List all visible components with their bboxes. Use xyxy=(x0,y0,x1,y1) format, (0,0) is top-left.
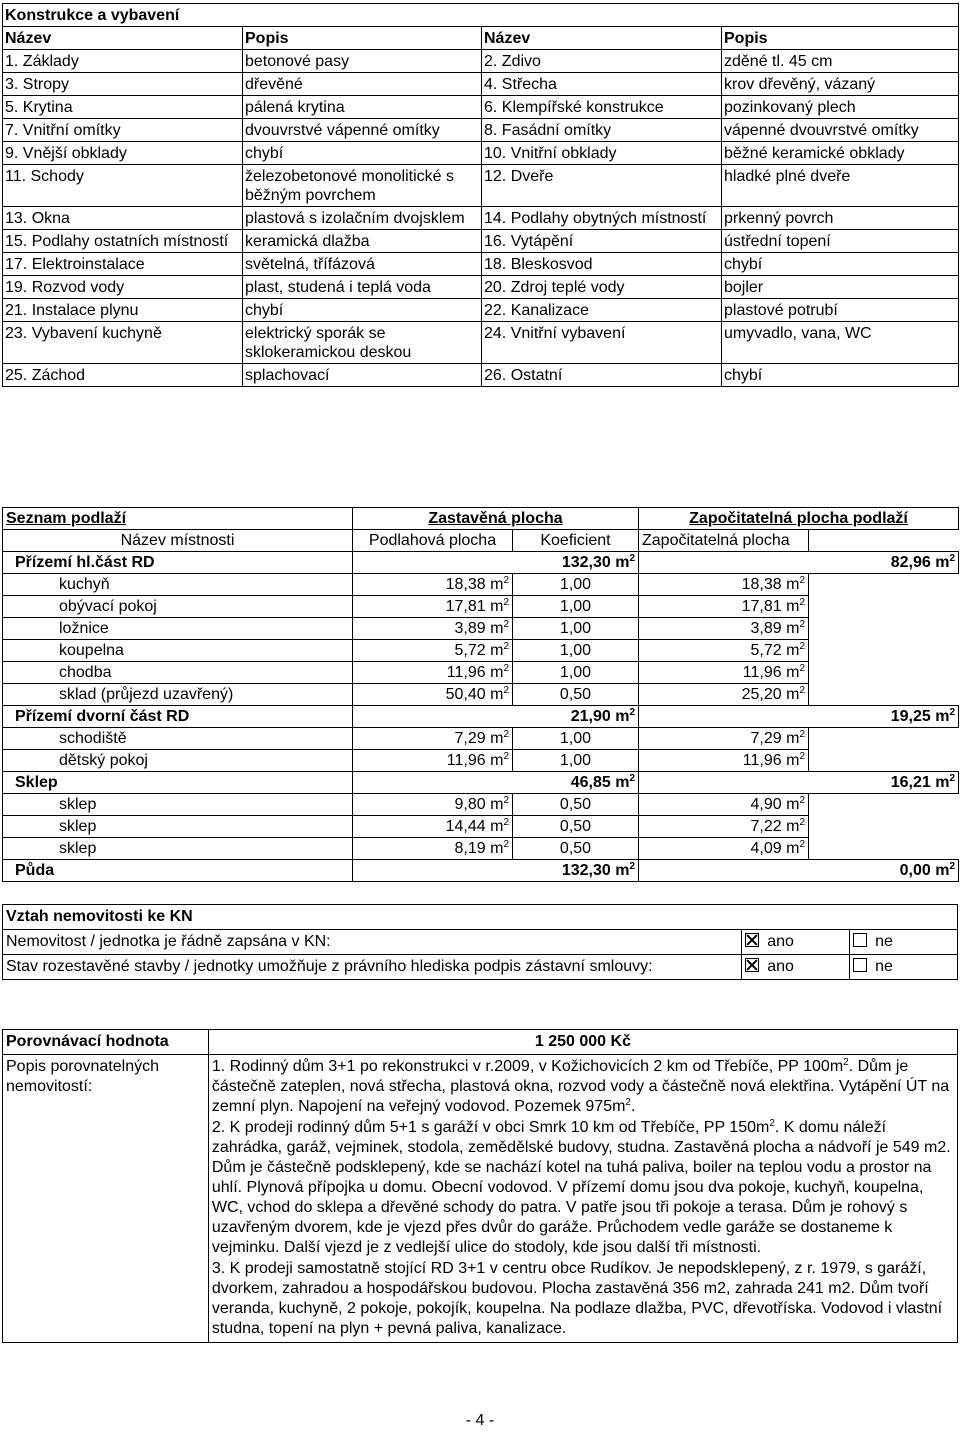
checkbox-checked-icon[interactable] xyxy=(745,933,759,947)
room-koeficient: 0,50 xyxy=(513,684,639,706)
room-row xyxy=(3,794,959,816)
room-plocha: 8,19 $m^2$ xyxy=(353,838,513,860)
item-popis: keramická dlažba xyxy=(243,230,482,253)
item-name: 13. Okna xyxy=(3,207,243,230)
item-popis: plast, studená i teplá voda xyxy=(243,276,482,299)
header-popis-1: Popis xyxy=(243,27,482,50)
floor-zapocitatelna: 0,00 $m^2$ xyxy=(639,860,959,882)
item-name: 5. Krytina xyxy=(3,96,243,119)
room-row xyxy=(3,574,959,596)
room-zapocitatelna: 3,89 $m^2$ xyxy=(639,618,809,640)
ne-label: ne xyxy=(875,933,893,950)
room-plocha: 50,40 $m^2$ xyxy=(353,684,513,706)
room-empty xyxy=(809,662,959,684)
item-name: 24. Vnitřní vybavení xyxy=(482,322,722,364)
sub-header-koeficient: Koeficient xyxy=(513,530,639,552)
konstrukce-row xyxy=(3,165,959,207)
ano-label: ano xyxy=(767,958,794,975)
item-popis: plastová s izolačním dvojsklem xyxy=(243,207,482,230)
room-name: koupelna xyxy=(3,640,353,662)
floor-zastavena: 132,30 $m^2$ xyxy=(353,552,639,574)
room-plocha: 18,38 $m^2$ xyxy=(353,574,513,596)
konstrukce-row xyxy=(3,299,959,322)
item-popis: bojler xyxy=(722,276,959,299)
room-empty xyxy=(809,640,959,662)
room-koeficient: 1,00 xyxy=(513,750,639,772)
porovnavaci-value: 1 250 000 Kč xyxy=(208,1030,957,1055)
item-name: 10. Vnitřní obklady xyxy=(482,142,722,165)
checkbox-checked-icon[interactable] xyxy=(745,958,759,972)
floor-row xyxy=(3,772,959,794)
item-popis: chybí xyxy=(722,364,959,387)
ne-option[interactable] xyxy=(850,930,958,955)
page-number: - 4 - xyxy=(465,1412,495,1429)
item-name: 3. Stropy xyxy=(3,73,243,96)
room-zapocitatelna: 4,90 $m^2$ xyxy=(639,794,809,816)
room-empty xyxy=(809,838,959,860)
room-plocha: 9,80 $m^2$ xyxy=(353,794,513,816)
room-koeficient: 0,50 xyxy=(513,816,639,838)
item-popis: chybí xyxy=(722,253,959,276)
item-popis: železobetonové monolitické s běžným povrchem xyxy=(243,165,482,207)
konstrukce-row xyxy=(3,276,959,299)
item-popis: běžné keramické obklady xyxy=(722,142,959,165)
ano-option[interactable] xyxy=(742,930,850,955)
floor-row xyxy=(3,552,959,574)
podlazi-header-zapocitatelna: Započitatelná plocha podlaží xyxy=(639,508,959,530)
item-name: 18. Bleskosvod xyxy=(482,253,722,276)
item-name: 19. Rozvod vody xyxy=(3,276,243,299)
header-nazev-1: Název xyxy=(3,27,243,50)
item-popis: chybí xyxy=(243,299,482,322)
item-name: 22. Kanalizace xyxy=(482,299,722,322)
porovnavaci-label: Porovnávací hodnota xyxy=(3,1030,209,1055)
room-zapocitatelna: 17,81 $m^2$ xyxy=(639,596,809,618)
item-popis: betonové pasy xyxy=(243,50,482,73)
item-popis: umyvadlo, vana, WC xyxy=(722,322,959,364)
konstrukce-row xyxy=(3,207,959,230)
room-plocha: 14,44 $m^2$ xyxy=(353,816,513,838)
room-plocha: 5,72 $m^2$ xyxy=(353,640,513,662)
item-popis: dvouvrstvé vápenné omítky xyxy=(243,119,482,142)
item-name: 1. Základy xyxy=(3,50,243,73)
item-popis: pozinkovaný plech xyxy=(722,96,959,119)
popis-item: 1. Rodinný dům 3+1 po rekonstrukci v r.2009, v Kožichovicích 2 km od Třebíče, PP $100m^2$. Dům je částečně zateplen, nová střecha, plastová okna, rozvod vody a částečně nová elektřina. Vytápění ÚT na zemní plyn. Napojení na veřejný vodovod. Pozemek $975m^2$. xyxy=(211,1057,950,1115)
item-popis: vápenné dvouvrstvé omítky xyxy=(722,119,959,142)
room-zapocitatelna: 5,72 $m^2$ xyxy=(639,640,809,662)
room-empty xyxy=(809,816,959,838)
floor-name: Přízemí hl.část RD xyxy=(3,552,353,574)
checkbox-empty-icon[interactable] xyxy=(853,933,867,947)
sub-header-empty xyxy=(809,530,959,552)
floor-zapocitatelna: 82,96 $m^2$ xyxy=(639,552,959,574)
item-popis: chybí xyxy=(243,142,482,165)
konstrukce-row xyxy=(3,322,959,364)
room-name: ložnice xyxy=(3,618,353,640)
room-empty xyxy=(809,574,959,596)
item-popis: pálená krytina xyxy=(243,96,482,119)
konstrukce-row xyxy=(3,142,959,165)
konstrukce-row xyxy=(3,253,959,276)
vztah-row xyxy=(3,930,958,955)
room-empty xyxy=(809,794,959,816)
header-nazev-2: Název xyxy=(482,27,722,50)
konstrukce-row xyxy=(3,50,959,73)
room-row xyxy=(3,662,959,684)
room-empty xyxy=(809,596,959,618)
room-koeficient: 1,00 xyxy=(513,640,639,662)
room-row xyxy=(3,640,959,662)
room-zapocitatelna: 18,38 $m^2$ xyxy=(639,574,809,596)
item-popis: zděné tl. 45 cm xyxy=(722,50,959,73)
konstrukce-row xyxy=(3,230,959,253)
room-plocha: 11,96 $m^2$ xyxy=(353,750,513,772)
room-koeficient: 1,00 xyxy=(513,574,639,596)
ano-option[interactable] xyxy=(742,955,850,980)
item-popis: světelná, třífázová xyxy=(243,253,482,276)
floor-name: Půda xyxy=(3,860,353,882)
sub-header-podlahova: Podlahová plocha xyxy=(353,530,513,552)
room-zapocitatelna: 11,96 $m^2$ xyxy=(639,662,809,684)
room-koeficient: 1,00 xyxy=(513,618,639,640)
room-name: sklep xyxy=(3,838,353,860)
item-name: 15. Podlahy ostatních místností xyxy=(3,230,243,253)
konstrukce-table xyxy=(2,3,959,387)
room-zapocitatelna: 4,09 $m^2$ xyxy=(639,838,809,860)
konstrukce-row xyxy=(3,119,959,142)
item-popis: elektrický sporák se sklokeramickou deskou xyxy=(243,322,482,364)
item-name: 14. Podlahy obytných místností xyxy=(482,207,722,230)
podlazi-header-seznam: Seznam podlaží xyxy=(3,508,353,530)
vztah-label: Nemovitost / jednotka je řádně zapsána v KN: xyxy=(3,930,742,955)
item-name: 2. Zdivo xyxy=(482,50,722,73)
room-row xyxy=(3,596,959,618)
item-popis: hladké plné dveře xyxy=(722,165,959,207)
vztah-label: Stav rozestavěné stavby / jednotky umožňuje z právního hlediska podpis zástavní smlouvy: xyxy=(3,955,742,980)
checkbox-empty-icon[interactable] xyxy=(853,958,867,972)
floor-name: Přízemí dvorní část RD xyxy=(3,706,353,728)
floor-zastavena: 21,90 $m^2$ xyxy=(353,706,639,728)
floor-zastavena: 46,85 $m^2$ xyxy=(353,772,639,794)
room-row xyxy=(3,684,959,706)
floor-zastavena: 132,30 $m^2$ xyxy=(353,860,639,882)
item-popis: splachovací xyxy=(243,364,482,387)
ano-label: ano xyxy=(767,933,794,950)
room-zapocitatelna: 25,20 $m^2$ xyxy=(639,684,809,706)
room-row xyxy=(3,750,959,772)
item-name: 26. Ostatní xyxy=(482,364,722,387)
item-name: 4. Střecha xyxy=(482,73,722,96)
popis-item: 2. K prodeji rodinný dům 5+1 s garáží v obci Smrk 10 km od Třebíče, PP $150m^2$. K domu náleží zahrádka, garáž, vejminek, stodola, zemědělské budovy, studna. Zastavěná plocha a nádvoří je 549 m2. Dům je částečně podsklepený, kde se nachází kotel na tuhá paliva, boiler na teplou vodu a prostor na uhlí. Plynová přípojka u domu. Obecní vodovod. V přízemí domu jsou dva pokoje, kuchyň, koupelna, WC, vchod do sklepa a dřevěné schody do patra. V patře jsou tři pokoje a terasa. Dům je rohový s uzavřeným dvorem, kde je vjezd přes dvůr do garáže. Průchodem vedle garáže se dostaneme k vejminku. Další vjezd je z vedlejší ulice do stodoly, kde jsou další tři místnosti. xyxy=(211,1118,951,1256)
item-popis: dřevěné xyxy=(243,73,482,96)
room-name: schodiště xyxy=(3,728,353,750)
floor-row xyxy=(3,860,959,882)
konstrukce-row xyxy=(3,364,959,387)
room-name: kuchyň xyxy=(3,574,353,596)
room-plocha: 7,29 $m^2$ xyxy=(353,728,513,750)
item-popis: ústřední topení xyxy=(722,230,959,253)
room-koeficient: 1,00 xyxy=(513,662,639,684)
room-empty xyxy=(809,618,959,640)
sub-header-nazev: Název místnosti xyxy=(3,530,353,552)
konstrukce-row xyxy=(3,73,959,96)
item-name: 6. Klempířské konstrukce xyxy=(482,96,722,119)
ne-label: ne xyxy=(875,958,893,975)
item-name: 21. Instalace plynu xyxy=(3,299,243,322)
room-zapocitatelna: 7,22 $m^2$ xyxy=(639,816,809,838)
popis-label: Popis porovnatelných nemovitostí: xyxy=(3,1055,209,1343)
porovnavaci-table xyxy=(2,1029,958,1343)
room-empty xyxy=(809,684,959,706)
podlazi-header-zastavena: Zastavěná plocha xyxy=(353,508,639,530)
room-row xyxy=(3,618,959,640)
item-name: 8. Fasádní omítky xyxy=(482,119,722,142)
item-name: 23. Vybavení kuchyně xyxy=(3,322,243,364)
room-zapocitatelna: 7,29 $m^2$ xyxy=(639,728,809,750)
floor-name: Sklep xyxy=(3,772,353,794)
konstrukce-row xyxy=(3,96,959,119)
room-empty xyxy=(809,728,959,750)
room-row xyxy=(3,838,959,860)
item-name: 25. Záchod xyxy=(3,364,243,387)
item-name: 9. Vnější obklady xyxy=(3,142,243,165)
room-koeficient: 0,50 xyxy=(513,794,639,816)
room-row xyxy=(3,816,959,838)
floor-zapocitatelna: 16,21 $m^2$ xyxy=(639,772,959,794)
room-plocha: 11,96 $m^2$ xyxy=(353,662,513,684)
room-name: obývací pokoj xyxy=(3,596,353,618)
room-name: dětský pokoj xyxy=(3,750,353,772)
konstrukce-title: Konstrukce a vybavení xyxy=(3,4,959,27)
room-plocha: 17,81 $m^2$ xyxy=(353,596,513,618)
room-name: chodba xyxy=(3,662,353,684)
item-popis: plastové potrubí xyxy=(722,299,959,322)
item-name: 11. Schody xyxy=(3,165,243,207)
room-name: sklep xyxy=(3,816,353,838)
room-koeficient: 1,00 xyxy=(513,728,639,750)
floor-zapocitatelna: 19,25 $m^2$ xyxy=(639,706,959,728)
podlazi-table xyxy=(2,507,959,882)
item-popis: prkenný povrch xyxy=(722,207,959,230)
item-name: 7. Vnitřní omítky xyxy=(3,119,243,142)
room-row xyxy=(3,728,959,750)
popis-item: 3. K prodeji samostatně stojící RD 3+1 v centru obce Rudíkov. Je nepodsklepený, z r. 1979, s garáží, dvorkem, zahradou a hospodářskou budovou. Plocha zastavěná 356 m2, zahrada 241 m2. Dům tvoří veranda, kuchyně, 2 pokoje, pokojík, koupelna. Na podlaze dlažba, PVC, dřevotříska. Vodovod i vlastní studna, topení na plyn + pevná paliva, kanalizace. xyxy=(211,1260,943,1337)
room-koeficient: 1,00 xyxy=(513,596,639,618)
room-zapocitatelna: 11,96 $m^2$ xyxy=(639,750,809,772)
room-koeficient: 0,50 xyxy=(513,838,639,860)
item-name: 20. Zdroj teplé vody xyxy=(482,276,722,299)
popis-text xyxy=(208,1055,957,1343)
ne-option[interactable] xyxy=(850,955,958,980)
sub-header-zapocitatelna: Započitatelná plocha xyxy=(639,530,809,552)
vztah-title: Vztah nemovitosti ke KN xyxy=(3,905,958,930)
room-plocha: 3,89 $m^2$ xyxy=(353,618,513,640)
item-name: 12. Dveře xyxy=(482,165,722,207)
room-name: sklad (průjezd uzavřený) xyxy=(3,684,353,706)
vztah-row xyxy=(3,955,958,980)
vztah-table xyxy=(2,904,958,980)
item-name: 17. Elektroinstalace xyxy=(3,253,243,276)
floor-row xyxy=(3,706,959,728)
room-name: sklep xyxy=(3,794,353,816)
item-popis: krov dřevěný, vázaný xyxy=(722,73,959,96)
room-empty xyxy=(809,750,959,772)
item-name: 16. Vytápění xyxy=(482,230,722,253)
header-popis-2: Popis xyxy=(722,27,959,50)
